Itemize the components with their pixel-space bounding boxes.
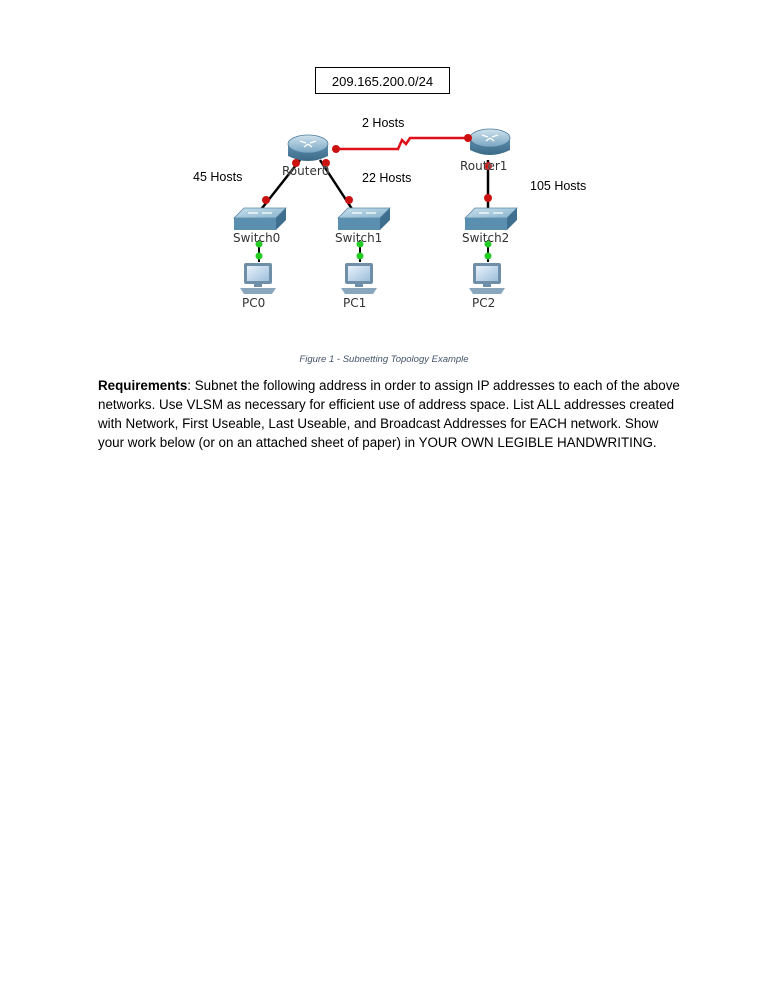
requirements-heading: Requirements <box>98 378 188 393</box>
wan-hosts-label: 2 Hosts <box>362 116 405 130</box>
lan0-hosts-label: 45 Hosts <box>193 170 243 184</box>
figure-caption: Figure 1 - Subnetting Topology Example <box>299 354 469 365</box>
router0-icon <box>288 135 328 161</box>
router1-label: Router1 <box>460 159 508 173</box>
router0-label: Router0 <box>282 164 330 178</box>
pc0-label: PC0 <box>242 296 266 310</box>
pc1-label: PC1 <box>343 296 367 310</box>
requirements-text: : Subnet the following address in order to assign IP addresses to each of the above networks. Use VLSM as necessary for efficient use of address space. List ALL addresses created with Network, First Useable, Last Useable, and Broadcast Addresses for EACH network. Show your work below (or on an attached sheet of paper) in YOUR OWN LEGIBLE HANDWRITING. <box>98 378 680 450</box>
requirements-paragraph <box>98 376 688 452</box>
pc0-icon <box>240 263 276 294</box>
lan1-hosts-label: 22 Hosts <box>362 171 412 185</box>
topology-diagram <box>0 0 768 340</box>
switch0-label: Switch0 <box>233 231 281 245</box>
router1-icon <box>470 129 510 155</box>
pc1-icon <box>341 263 377 294</box>
switch0-icon <box>234 208 286 230</box>
switch2-icon <box>465 208 517 230</box>
serial-link <box>336 138 470 149</box>
switch2-label: Switch2 <box>462 231 510 245</box>
switch1-label: Switch1 <box>335 231 383 245</box>
lan2-hosts-label: 105 Hosts <box>530 179 587 193</box>
network-address-box: 209.165.200.0/24 <box>315 67 450 94</box>
switch1-icon <box>338 208 390 230</box>
pc2-icon <box>469 263 505 294</box>
pc2-label: PC2 <box>472 296 496 310</box>
